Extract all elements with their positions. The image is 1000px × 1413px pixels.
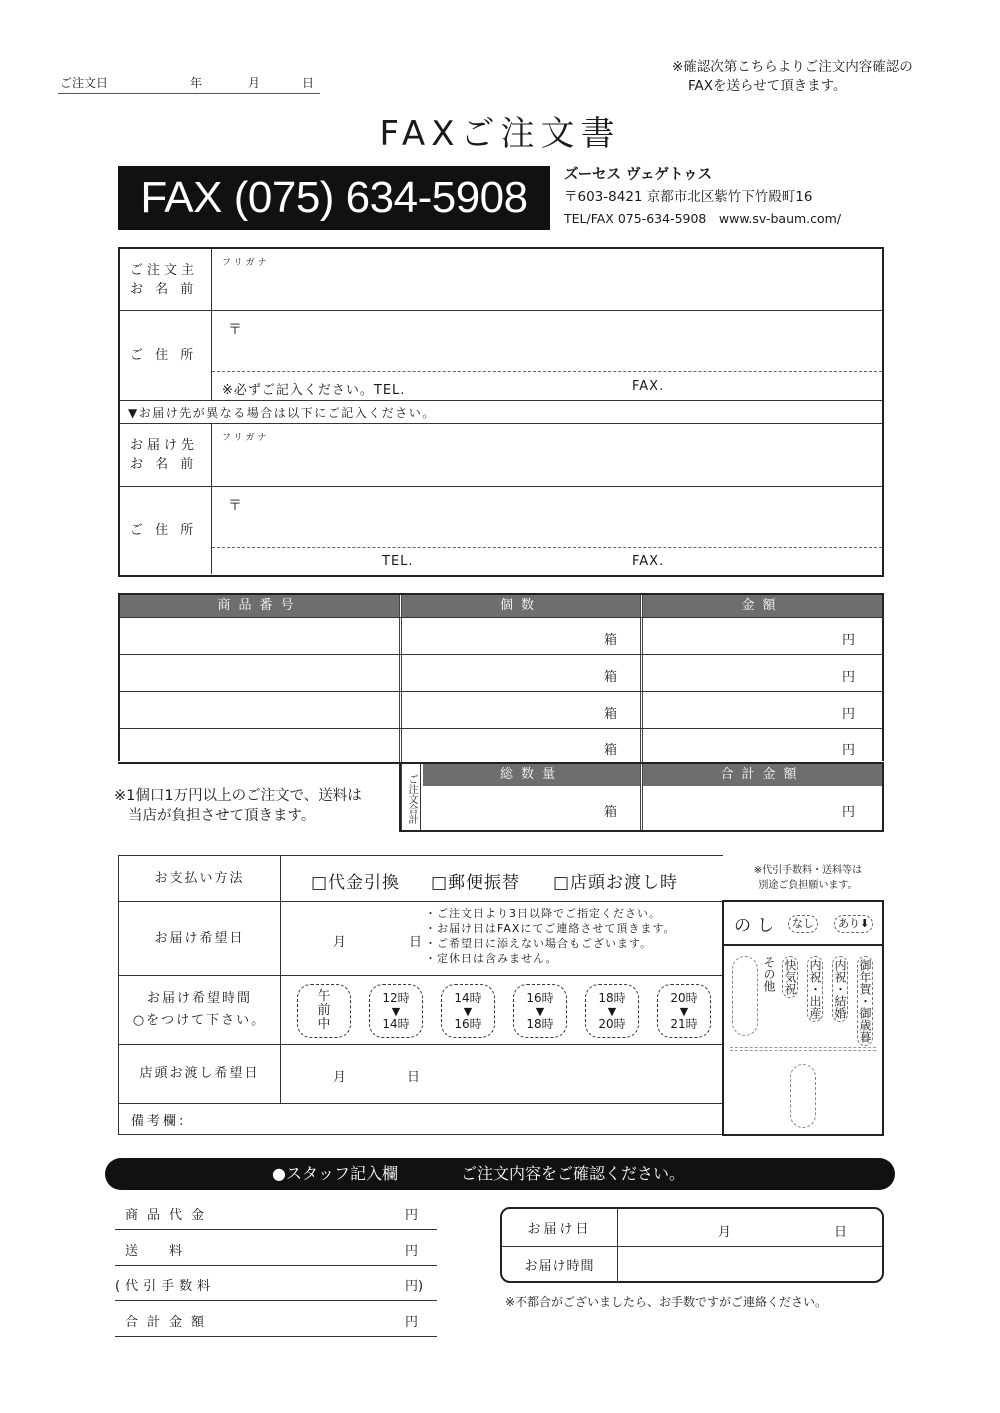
noshi-header bbox=[724, 902, 882, 946]
payment-delivery-table bbox=[118, 855, 723, 1135]
noshi-type-birth[interactable]: 内祝・出産 bbox=[807, 956, 823, 1022]
qty-unit: 箱 bbox=[604, 743, 618, 758]
destination-address-label: ご 住 所 bbox=[120, 487, 212, 574]
noshi-type-recovery[interactable]: 快気祝 bbox=[782, 956, 798, 998]
noshi-none-option[interactable]: なし bbox=[788, 915, 818, 933]
delivery-confirmation-box bbox=[500, 1207, 884, 1283]
contact-note: ※不都合がございましたら、お手数ですがご連絡ください。 bbox=[505, 1295, 828, 1309]
company-address: 〒603-8421 京都市北区紫竹下竹殿町16 bbox=[564, 189, 813, 205]
qty-unit: 箱 bbox=[604, 633, 618, 648]
price-unit: 円 bbox=[842, 670, 856, 685]
destination-name-label: お届け先 お 名 前 bbox=[120, 424, 212, 486]
page-title: FAXご注文書 bbox=[379, 114, 621, 154]
name-write-in-oval[interactable] bbox=[790, 1064, 816, 1128]
header-total-amount: 合計金額 bbox=[643, 764, 882, 786]
tel-required-label: ※必ずご記入ください。TEL. bbox=[222, 383, 406, 398]
qty-unit: 箱 bbox=[604, 670, 618, 685]
day-label: 日 bbox=[834, 1225, 848, 1240]
header-amount: 金額 bbox=[643, 595, 882, 617]
fee-note: ※代引手数料・送料等は 別途ご負担願います。 bbox=[753, 865, 863, 891]
shipping-note: ※1個口1万円以上のご注文で、送料は 当店が負担させて頂きます。 bbox=[114, 788, 362, 824]
staff-row-product-total[interactable]: 商品代金 円 bbox=[115, 1194, 437, 1230]
confirm-order-label: ご注文内容をご確認ください。 bbox=[461, 1164, 686, 1183]
month-label: 月 bbox=[718, 1225, 732, 1240]
item-row[interactable] bbox=[118, 728, 884, 764]
furigana-label: フリガナ bbox=[222, 258, 270, 268]
company-contact: TEL/FAX 075-634-5908 www.sv-baum.com/ bbox=[564, 211, 842, 226]
staff-row-grand-total[interactable]: 合計金額 円 bbox=[115, 1301, 437, 1337]
staff-row-shipping[interactable]: 送 料 円 bbox=[115, 1230, 437, 1266]
time-slot-14-16[interactable]: 14時 ▼ 16時 bbox=[441, 984, 495, 1038]
header-total-quantity: 総数量 bbox=[423, 764, 640, 786]
destination-address-row[interactable] bbox=[120, 487, 882, 574]
noshi-type-wedding[interactable]: 内祝・結婚 bbox=[832, 956, 848, 1022]
notice-line: ※確認次第こちらよりご注文内容確認の bbox=[672, 59, 913, 75]
orderer-name-label: ご注文主 お 名 前 bbox=[120, 249, 212, 310]
time-slot-18-20[interactable]: 18時 ▼ 20時 bbox=[585, 984, 639, 1038]
totals-row[interactable] bbox=[423, 786, 882, 830]
item-row[interactable] bbox=[118, 617, 884, 654]
payment-option-postal-transfer[interactable]: □郵便振替 bbox=[431, 873, 521, 893]
day-label: 日 bbox=[302, 76, 315, 90]
header-product-number: 商品番号 bbox=[120, 595, 399, 617]
company-name: ズーセス ヴェゲトゥス bbox=[564, 167, 713, 183]
confirmation-notice bbox=[672, 58, 972, 96]
delivery-date-row[interactable] bbox=[119, 902, 723, 976]
postal-mark: 〒 bbox=[228, 498, 242, 514]
fax-label: FAX. bbox=[632, 554, 665, 569]
total-price-unit: 円 bbox=[842, 805, 856, 820]
delivery-time-row bbox=[119, 976, 723, 1045]
time-slot-morning[interactable]: 午 前 中 bbox=[297, 984, 351, 1038]
order-total-side-label: ご注文合計 bbox=[401, 764, 421, 830]
other-write-in-oval[interactable] bbox=[732, 956, 758, 1036]
day-label: 日 bbox=[409, 935, 423, 950]
noshi-yes-option[interactable]: あり⬇ bbox=[834, 915, 873, 933]
order-date-label: ご注文日 bbox=[60, 76, 109, 90]
pickup-date-label: 店頭お渡し希望日 bbox=[119, 1045, 281, 1103]
time-slot-20-21[interactable]: 20時 ▼ 21時 bbox=[657, 984, 711, 1038]
payment-option-cod[interactable]: □代金引換 bbox=[311, 873, 401, 893]
items-table bbox=[114, 593, 884, 833]
company-info bbox=[564, 164, 894, 230]
month-label: 月 bbox=[248, 76, 261, 90]
item-row[interactable] bbox=[118, 654, 884, 691]
delivery-date-label: お届け日 bbox=[502, 1209, 618, 1246]
delivery-date-label: お届け希望日 bbox=[119, 902, 281, 975]
time-slot-12-14[interactable]: 12時 ▼ 14時 bbox=[369, 984, 423, 1038]
different-destination-note: ▼お届け先が異なる場合は以下にご記入ください。 bbox=[120, 401, 882, 424]
noshi-label: のし bbox=[734, 916, 780, 936]
staff-row-cod-fee[interactable]: (代引手数料 円) bbox=[115, 1265, 437, 1301]
furigana-label: フリガナ bbox=[222, 433, 270, 443]
destination-name-row[interactable] bbox=[120, 424, 882, 487]
customer-info-table bbox=[118, 247, 884, 577]
month-label: 月 bbox=[333, 1070, 347, 1085]
price-unit: 円 bbox=[842, 707, 856, 722]
order-date-field[interactable] bbox=[58, 72, 320, 94]
day-label: 日 bbox=[407, 1070, 421, 1085]
delivery-time-label: お届け時間 bbox=[502, 1246, 618, 1283]
dashed-divider bbox=[212, 371, 882, 372]
noshi-box bbox=[722, 900, 884, 1136]
dashed-divider bbox=[212, 547, 882, 548]
month-label: 月 bbox=[333, 935, 347, 950]
postal-mark: 〒 bbox=[228, 322, 242, 338]
qty-unit: 箱 bbox=[604, 707, 618, 722]
fax-label: FAX. bbox=[632, 379, 665, 394]
header-quantity: 個数 bbox=[402, 595, 640, 617]
orderer-name-row[interactable] bbox=[120, 249, 882, 311]
year-label: 年 bbox=[190, 76, 203, 90]
delivery-time-label: お届け希望時間 ○をつけて下さい。 bbox=[119, 976, 281, 1044]
orderer-address-label: ご 住 所 bbox=[120, 311, 212, 400]
payment-option-store-pickup[interactable]: □店頭お渡し時 bbox=[553, 873, 679, 893]
remarks-label: 備考欄: bbox=[131, 1114, 187, 1129]
noshi-type-seasonal[interactable]: 御年賀・御歳暮 bbox=[857, 956, 873, 1046]
item-row[interactable] bbox=[118, 691, 884, 728]
pickup-date-row[interactable] bbox=[119, 1045, 723, 1104]
payment-method-label: お支払い方法 bbox=[119, 856, 281, 901]
remarks-row[interactable] bbox=[119, 1104, 723, 1134]
orderer-address-row[interactable] bbox=[120, 311, 882, 401]
price-unit: 円 bbox=[842, 633, 856, 648]
staff-entry-label: ●スタッフ記入欄 bbox=[272, 1164, 398, 1183]
tel-label: TEL. bbox=[382, 554, 414, 569]
fax-number-banner: FAX (075) 634-5908 bbox=[118, 166, 550, 230]
price-unit: 円 bbox=[842, 743, 856, 758]
delivery-date-notes: ・ご注文日より3日以降でご指定ください。 ・お届け日はFAXにてご連絡させて頂きます。 ・ご希望日に添えない場合もございます。 ・定休日は含みません。 bbox=[425, 907, 676, 965]
notice-line: FAXを送らせて頂きます。 bbox=[688, 78, 847, 94]
time-slot-16-18[interactable]: 16時 ▼ 18時 bbox=[513, 984, 567, 1038]
total-qty-unit: 箱 bbox=[604, 805, 618, 820]
staff-section-bar bbox=[105, 1158, 895, 1190]
noshi-dashed-divider bbox=[730, 1047, 876, 1051]
noshi-type-other[interactable]: その他 bbox=[762, 956, 776, 992]
payment-method-row bbox=[119, 856, 723, 902]
